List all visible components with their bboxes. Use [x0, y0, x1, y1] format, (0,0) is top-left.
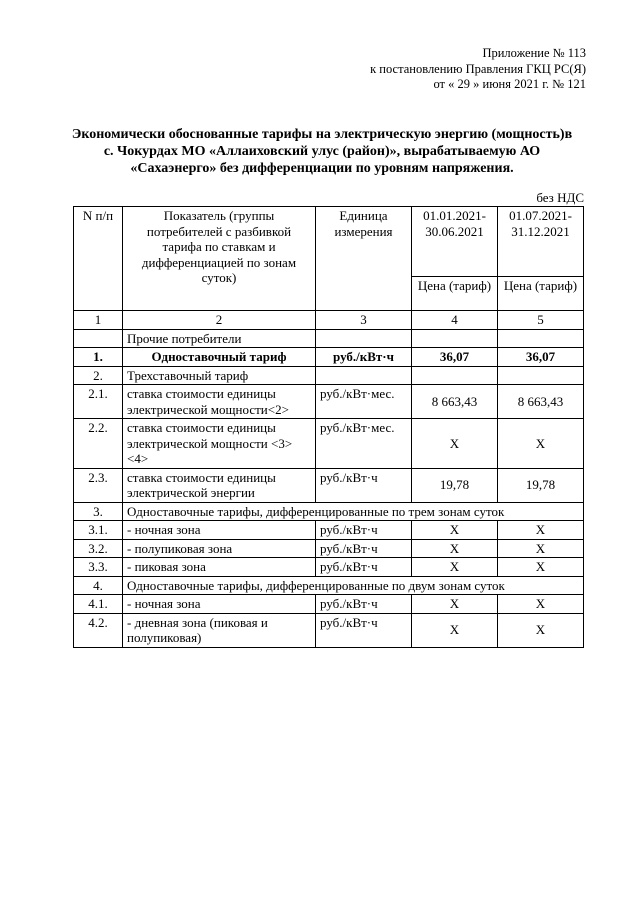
- column-index-1: 1: [74, 311, 123, 330]
- column-index-3: 3: [316, 311, 412, 330]
- row-unit: руб./кВт·ч: [316, 521, 412, 540]
- row-number: 2.3.: [74, 468, 123, 502]
- row-unit: руб./кВт·ч: [316, 595, 412, 614]
- row-value-period-1: X: [412, 558, 498, 577]
- row-indicator: - полупиковая зона: [123, 539, 316, 558]
- row-value-period-2: X: [498, 558, 584, 577]
- row-value-period-2: X: [498, 419, 584, 469]
- row-number: 3.3.: [74, 558, 123, 577]
- header-period-1: 01.01.2021-30.06.2021: [412, 207, 498, 277]
- header-indicator: Показатель (группы потребителей с разбивкой тарифа по ставкам и дифференциацией по зонам суток): [123, 207, 316, 311]
- column-index-4: 4: [412, 311, 498, 330]
- header-period-2: 01.07.2021-31.12.2021: [498, 207, 584, 277]
- document-title: [52, 126, 592, 177]
- row-value-period-2: X: [498, 595, 584, 614]
- appendix-line-1: Приложение № 113: [482, 46, 586, 60]
- row-indicator: ставка стоимости единицы электрической энергии: [123, 468, 316, 502]
- row-value-period-2: 36,07: [498, 348, 584, 367]
- row-number: 4.2.: [74, 613, 123, 647]
- table-row: [74, 521, 584, 540]
- row-indicator: Трехставочный тариф: [123, 366, 316, 385]
- row-value-period-1: [412, 329, 498, 348]
- row-number: 2.: [74, 366, 123, 385]
- row-value-period-2: 8 663,43: [498, 385, 584, 419]
- row-number: 4.: [74, 576, 123, 595]
- table-row: [74, 348, 584, 367]
- row-indicator: Одноставочный тариф: [123, 348, 316, 367]
- row-unit: руб./кВт·ч: [316, 613, 412, 647]
- table-row: [74, 419, 584, 469]
- table-row: [74, 558, 584, 577]
- header-price-2: Цена (тариф): [498, 277, 584, 311]
- row-indicator: Прочие потребители: [123, 329, 316, 348]
- row-number: 2.2.: [74, 419, 123, 469]
- row-unit: руб./кВт·мес.: [316, 385, 412, 419]
- row-number: 1.: [74, 348, 123, 367]
- row-number: 3.2.: [74, 539, 123, 558]
- row-unit: руб./кВт·ч: [316, 539, 412, 558]
- table-row: [74, 576, 584, 595]
- appendix-line-2: к постановлению Правления ГКЦ РС(Я): [370, 61, 586, 76]
- row-value-period-1: X: [412, 595, 498, 614]
- vat-note: без НДС: [536, 190, 584, 205]
- row-indicator: - ночная зона: [123, 521, 316, 540]
- title-line-3: «Сахаэнерго» без дифференциации по уровням напряжения.: [130, 161, 514, 176]
- header-num: N п/п: [74, 207, 123, 311]
- row-value-period-2: X: [498, 521, 584, 540]
- header-unit: Единица измерения: [316, 207, 412, 311]
- row-value-period-1: 19,78: [412, 468, 498, 502]
- table-row: [74, 366, 584, 385]
- row-indicator: ставка стоимости единицы электрической мощности<2>: [123, 385, 316, 419]
- row-indicator: Одноставочные тарифы, дифференцированные по трем зонам суток: [123, 502, 584, 521]
- row-indicator: - пиковая зона: [123, 558, 316, 577]
- appendix-note: [370, 46, 586, 93]
- row-value-period-1: [412, 366, 498, 385]
- column-index-2: 2: [123, 311, 316, 330]
- title-line-2: с. Чокурдах МО «Аллаиховский улус (район)», вырабатываемую АО: [103, 144, 541, 159]
- row-value-period-1: X: [412, 613, 498, 647]
- table-row: [74, 385, 584, 419]
- row-value-period-2: 19,78: [498, 468, 584, 502]
- row-value-period-2: [498, 366, 584, 385]
- row-number: 3.1.: [74, 521, 123, 540]
- row-value-period-1: X: [412, 521, 498, 540]
- row-value-period-1: 36,07: [412, 348, 498, 367]
- column-index-5: 5: [498, 311, 584, 330]
- row-indicator: - ночная зона: [123, 595, 316, 614]
- row-unit: руб./кВт·ч: [316, 348, 412, 367]
- row-unit: руб./кВт·ч: [316, 468, 412, 502]
- row-value-period-1: X: [412, 539, 498, 558]
- row-indicator: Одноставочные тарифы, дифференцированные по двум зонам суток: [123, 576, 584, 595]
- row-number: [74, 329, 123, 348]
- row-indicator: ставка стоимости единицы электрической мощности <3><4>: [123, 419, 316, 469]
- row-value-period-2: X: [498, 539, 584, 558]
- row-unit: [316, 366, 412, 385]
- row-unit: [316, 329, 412, 348]
- tariff-table: [73, 206, 584, 648]
- row-number: 3.: [74, 502, 123, 521]
- row-value-period-2: [498, 329, 584, 348]
- header-price-1: Цена (тариф): [412, 277, 498, 311]
- appendix-line-3: от « 29 » июня 2021 г. № 121: [433, 77, 586, 91]
- table-row: [74, 329, 584, 348]
- row-value-period-1: 8 663,43: [412, 385, 498, 419]
- title-line-1: Экономически обоснованные тарифы на электрическую энергию (мощность)в: [71, 127, 573, 142]
- row-number: 4.1.: [74, 595, 123, 614]
- row-value-period-1: X: [412, 419, 498, 469]
- table-row: [74, 539, 584, 558]
- column-index-row: [74, 311, 584, 330]
- table-row: [74, 613, 584, 647]
- row-unit: руб./кВт·мес.: [316, 419, 412, 469]
- row-indicator: - дневная зона (пиковая и полупиковая): [123, 613, 316, 647]
- header-row: [74, 207, 584, 277]
- row-unit: руб./кВт·ч: [316, 558, 412, 577]
- row-value-period-2: X: [498, 613, 584, 647]
- table-row: [74, 468, 584, 502]
- table-row: [74, 502, 584, 521]
- table-row: [74, 595, 584, 614]
- row-number: 2.1.: [74, 385, 123, 419]
